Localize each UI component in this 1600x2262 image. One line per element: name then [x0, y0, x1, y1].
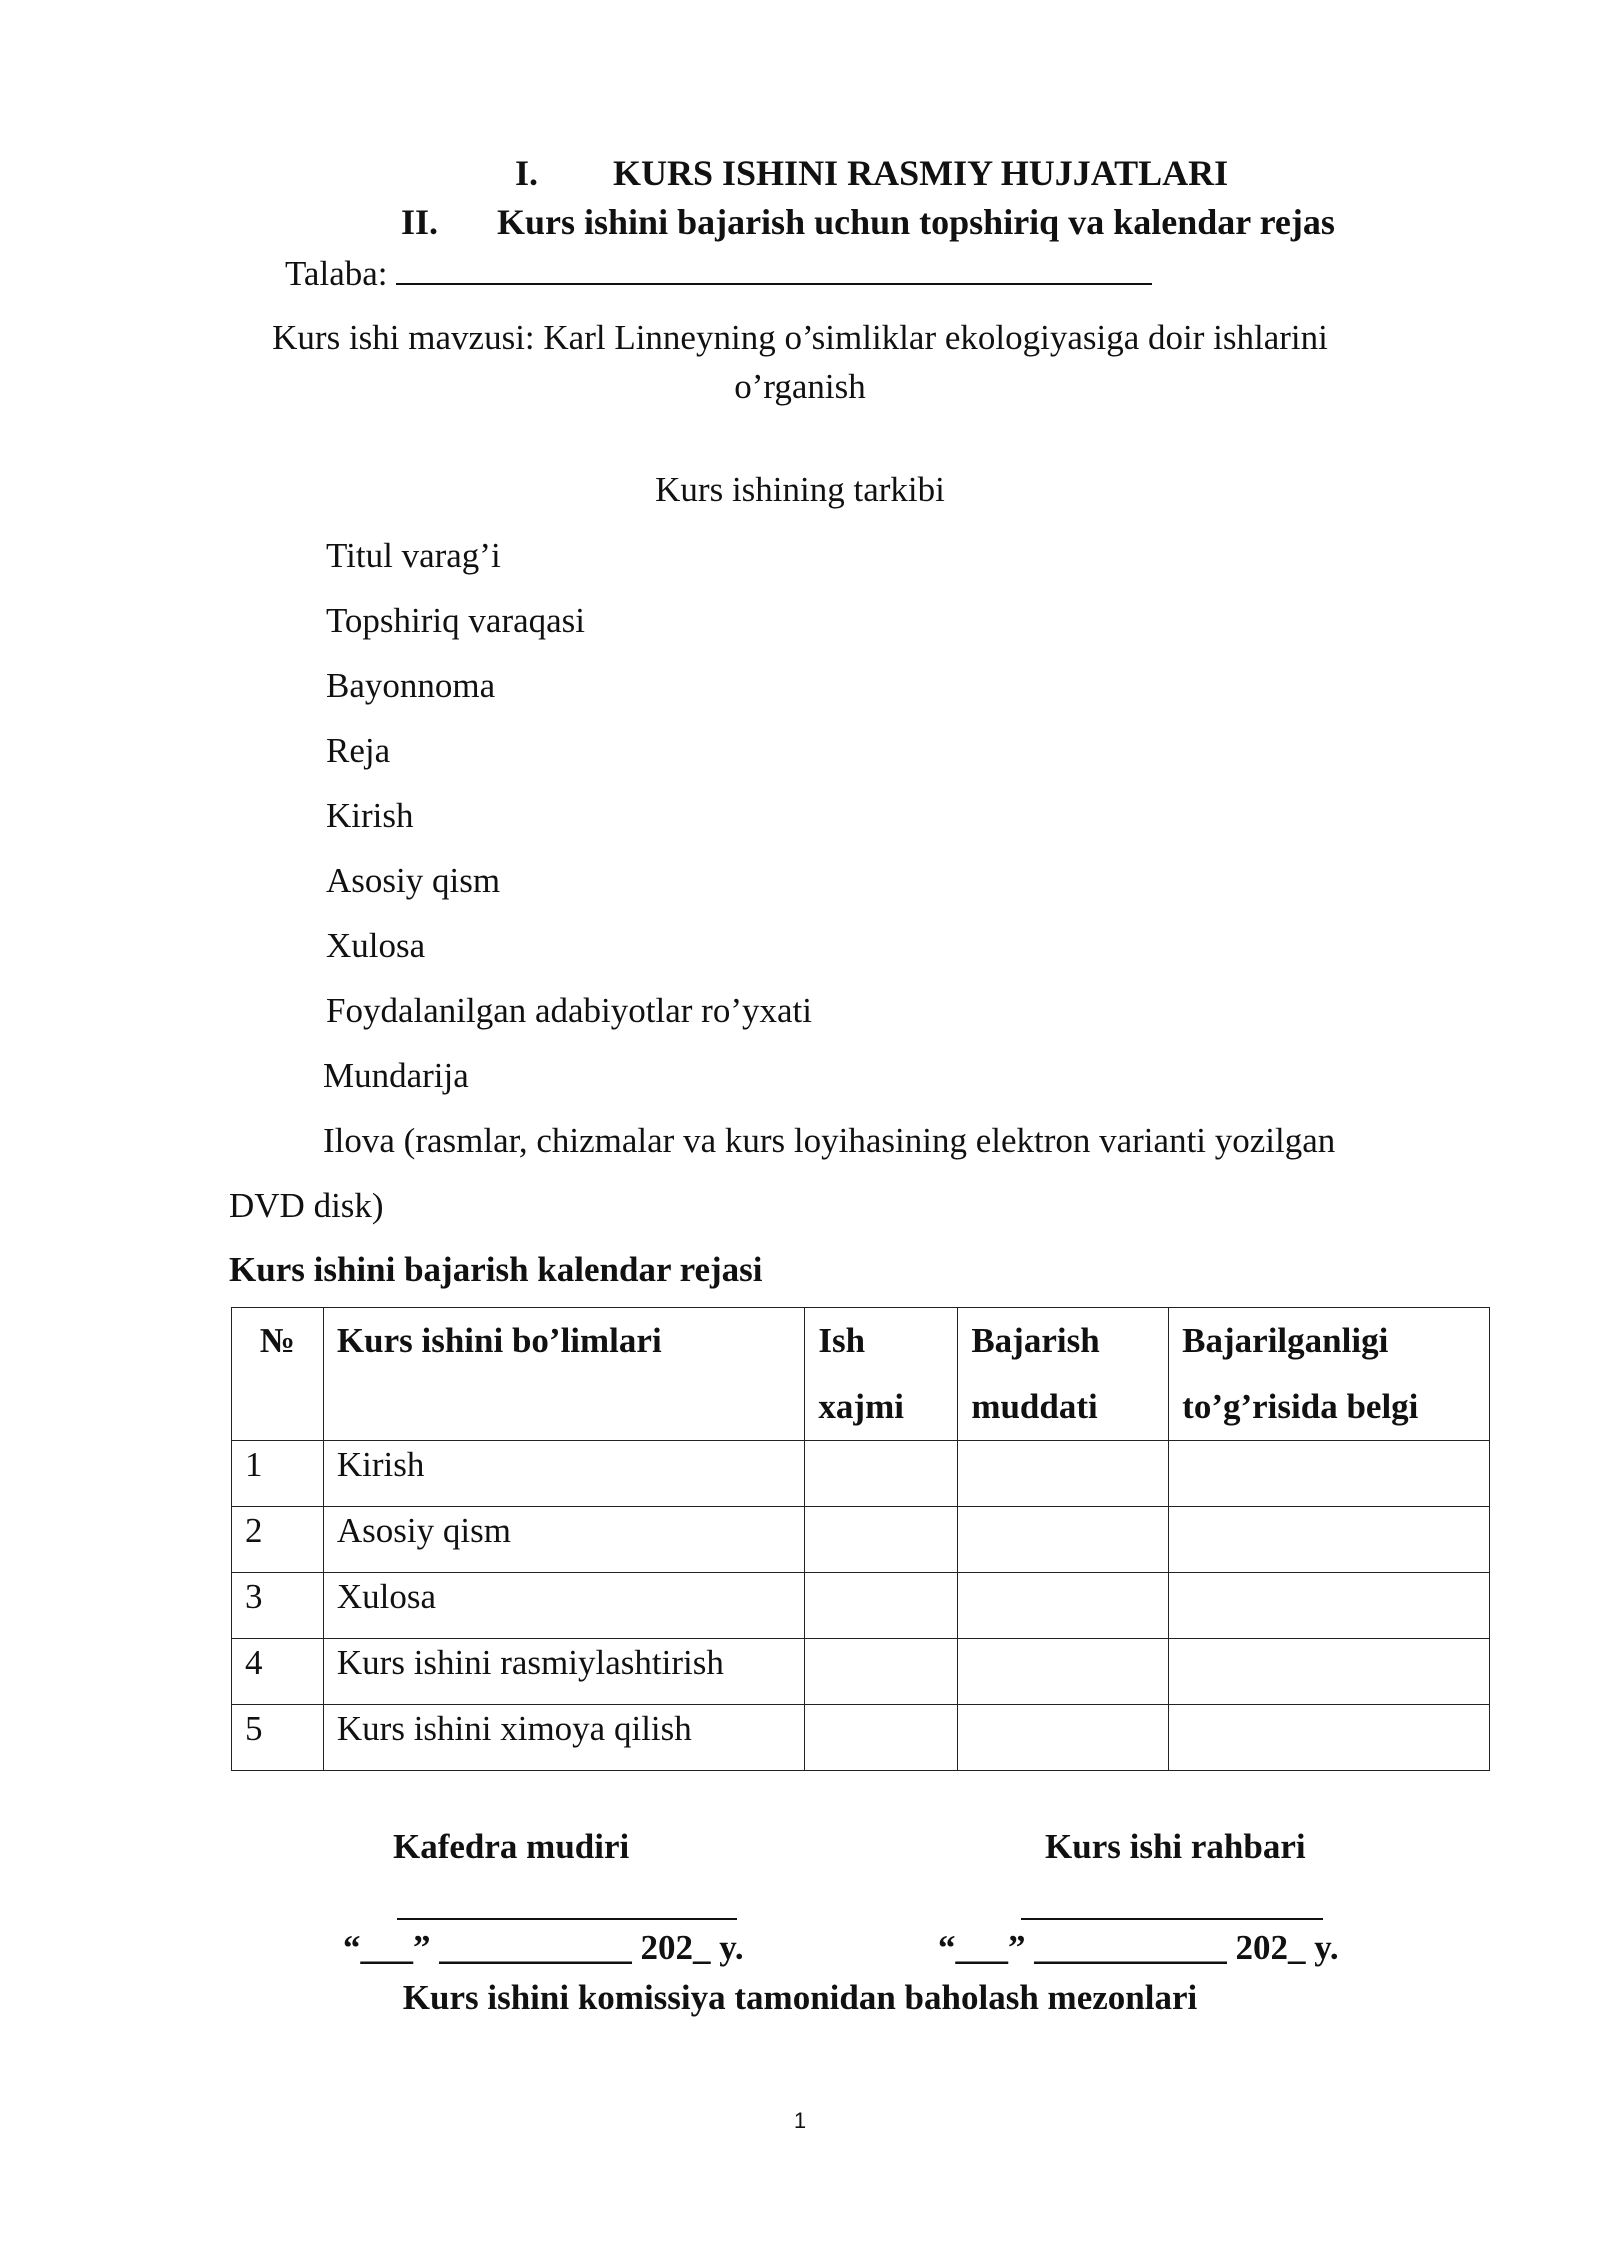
- topic-line-1: Kurs ishi mavzusi: Karl Linneyning o’simliklar ekologiyasiga doir ishlarini: [272, 318, 1328, 357]
- table-row: [232, 1639, 1490, 1705]
- row-number: 5: [232, 1705, 324, 1771]
- header-volume: Ish xajmi: [805, 1308, 958, 1441]
- table-row: [232, 1705, 1490, 1771]
- contents-item: Foydalanilgan adabiyotlar ro’yxati: [326, 991, 812, 1030]
- heading-2-text: Kurs ishini bajarish uchun topshiriq va kalendar rejas: [497, 202, 1335, 242]
- header-section: Kurs ishini bo’limlari: [323, 1308, 805, 1441]
- heading-2: [401, 201, 1335, 243]
- table-row: [232, 1573, 1490, 1639]
- contents-item: Mundarija: [323, 1056, 469, 1095]
- supervisor-date: “___” ___________ 202_ y.: [938, 1928, 1339, 1967]
- row-mark-cell[interactable]: [1169, 1573, 1490, 1639]
- row-section: Asosiy qism: [323, 1507, 805, 1573]
- row-deadline-cell[interactable]: [958, 1573, 1169, 1639]
- heading-1-text: KURS ISHINI RASMIY HUJJATLARI: [613, 153, 1229, 193]
- table-row: [232, 1507, 1490, 1573]
- supervisor-title: Kurs ishi rahbari: [1045, 1827, 1306, 1866]
- calendar-header-row: [232, 1308, 1490, 1441]
- criteria-title: Kurs ishini komissiya tamonidan baholash mezonlari: [402, 1978, 1198, 2017]
- supervisor-signature-line[interactable]: [1021, 1918, 1323, 1920]
- student-line: [285, 253, 1152, 294]
- row-section: Kirish: [323, 1441, 805, 1507]
- row-number: 4: [232, 1639, 324, 1705]
- contents-item: Titul varag’i: [326, 536, 501, 575]
- header-completion-mark: Bajarilganligi to’g’risida belgi: [1169, 1308, 1490, 1441]
- table-row: [232, 1441, 1490, 1507]
- contents-item: Asosiy qism: [326, 861, 501, 900]
- row-deadline-cell[interactable]: [958, 1507, 1169, 1573]
- header-deadline: Bajarish muddati: [958, 1308, 1169, 1441]
- row-deadline-cell[interactable]: [958, 1441, 1169, 1507]
- heading-1: [515, 152, 1228, 194]
- contents-item: Bayonnoma: [326, 666, 496, 705]
- contents-appendix-line-1: Ilova (rasmlar, chizmalar va kurs loyihasining elektron varianti yozilgan: [323, 1121, 1336, 1160]
- student-label: Talaba:: [285, 254, 388, 293]
- department-head-title: Kafedra mudiri: [393, 1827, 630, 1866]
- contents-appendix-line-2: DVD disk): [229, 1186, 384, 1225]
- calendar-title: Kurs ishini bajarish kalendar rejasi: [229, 1250, 763, 1289]
- row-volume-cell[interactable]: [805, 1507, 958, 1573]
- calendar-table: [231, 1307, 1490, 1771]
- row-section: Kurs ishini rasmiylashtirish: [323, 1639, 805, 1705]
- department-head-date: “___” ___________ 202_ y.: [343, 1928, 744, 1967]
- row-mark-cell[interactable]: [1169, 1441, 1490, 1507]
- row-mark-cell[interactable]: [1169, 1705, 1490, 1771]
- row-number: 2: [232, 1507, 324, 1573]
- row-volume-cell[interactable]: [805, 1573, 958, 1639]
- contents-item: Xulosa: [326, 926, 426, 965]
- row-section: Xulosa: [323, 1573, 805, 1639]
- row-deadline-cell[interactable]: [958, 1705, 1169, 1771]
- row-section: Kurs ishini ximoya qilish: [323, 1705, 805, 1771]
- contents-item: Kirish: [326, 796, 414, 835]
- row-mark-cell[interactable]: [1169, 1507, 1490, 1573]
- contents-item: Topshiriq varaqasi: [326, 601, 586, 640]
- row-number: 3: [232, 1573, 324, 1639]
- page-number: 1: [793, 2108, 807, 2133]
- topic-line-2: o’rganish: [734, 367, 866, 406]
- row-volume-cell[interactable]: [805, 1639, 958, 1705]
- row-volume-cell[interactable]: [805, 1705, 958, 1771]
- heading-1-number: I.: [515, 153, 539, 193]
- row-deadline-cell[interactable]: [958, 1639, 1169, 1705]
- heading-2-number: II.: [401, 202, 439, 242]
- header-number: №: [232, 1308, 324, 1441]
- contents-title: Kurs ishining tarkibi: [655, 470, 945, 509]
- department-head-signature-line[interactable]: [397, 1918, 737, 1920]
- row-number: 1: [232, 1441, 324, 1507]
- student-name-blank[interactable]: [396, 253, 1152, 285]
- row-mark-cell[interactable]: [1169, 1639, 1490, 1705]
- contents-item: Reja: [326, 731, 391, 770]
- row-volume-cell[interactable]: [805, 1441, 958, 1507]
